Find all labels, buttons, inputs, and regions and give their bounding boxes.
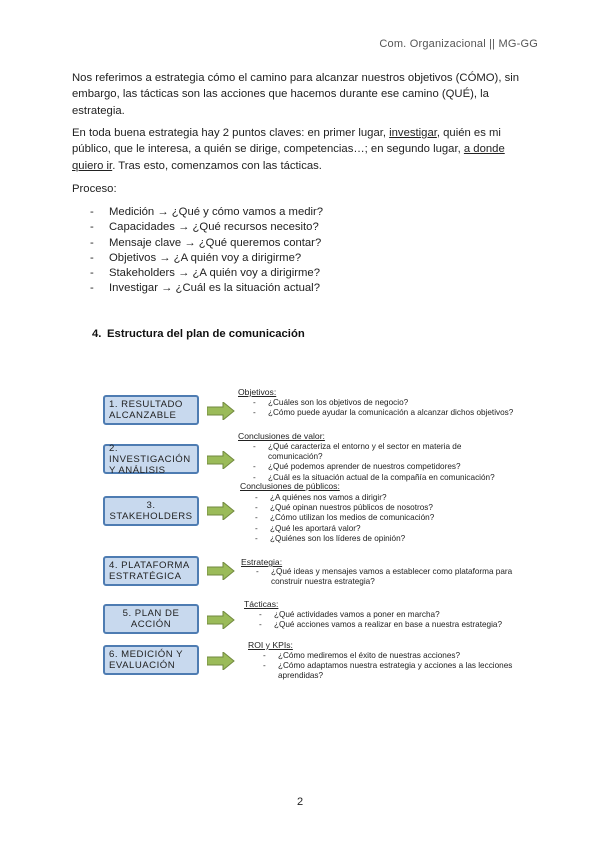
arrow-right-icon [207,562,235,580]
section-label-objetivos: Objetivos: [238,387,277,397]
list-item: - ¿Cuál es la situación actual de la compañía en comunicación? [253,472,495,482]
list-item: - ¿Qué les aportará valor? [255,523,361,533]
arrow-right-icon [207,652,235,670]
underlined-a-donde-quiero-ir: a donde quiero ir [72,143,505,172]
list-item: - ¿Cómo mediremos el éxito de nuestras acciones? [263,651,461,660]
paragraph-text: En toda buena estrategia hay 2 puntos claves: en primer lugar, [72,127,390,139]
paragraph-text: . Tras esto, comenzamos con las tácticas. [112,159,322,172]
list-item: - Mensaje clave → ¿Qué queremos contar? [90,236,322,249]
list-item: - ¿Cómo adaptamos nuestra estrategia y acciones a las lecciones aprendidas? [263,661,513,681]
arrow-right-icon [207,502,235,520]
proceso-label: Proceso: [72,183,117,195]
paragraph-estrategia: Nos referimos a estrategia cómo el camino para alcanzar nuestros objetivos (CÓMO), sin embargo, las tácticas son las acciones que hacemos durante ese camino (QUÉ), la estrategia. [72,72,520,117]
section-list-objetivos [253,398,533,418]
arrow-right-icon [207,402,235,420]
underlined-investigar: investigar [389,127,437,139]
list-item: - Medición → ¿Qué y cómo vamos a medir? [90,206,324,218]
diagram-box-investigacion: 2. INVESTIGACIÓN Y ANÁLISIS [103,444,199,474]
list-item: - ¿Qué acciones vamos a realizar en base a nuestra estrategia? [259,620,503,630]
list-item: - ¿Cómo utilizan los medios de comunicación? [255,513,435,523]
diagram-box-resultado: 1. RESULTADO ALCANZABLE [103,395,199,425]
list-item: - Objetivos → ¿A quién voy a dirigirme? [90,251,302,264]
list-item: - ¿Qué actividades vamos a poner en marcha? [259,610,440,619]
proceso-list [90,205,323,297]
page-number: 2 [296,796,304,808]
list-item: - ¿Cuáles son los objetivos de negocio? [253,398,409,407]
section-label-conclusiones-publicos: Conclusiones de públicos: [240,481,340,491]
section-label-roi-kpis: ROI y KPIs: [248,640,293,650]
section-title: Estructura del plan de comunicación [107,328,305,340]
arrow-right-icon [207,611,235,629]
list-item: - ¿Qué opinan nuestros públicos de nosotros? [255,503,433,513]
list-item: - ¿Qué caracteriza el entorno y el sector en materia de comunicación? [253,442,462,462]
paragraph-text: , quién es mi público, que le interesa, a quién se dirige, competencias…; en segundo lugar, [72,127,501,156]
list-item: - ¿A quiénes nos vamos a dirigir? [255,493,387,502]
list-item: - Capacidades → ¿Qué recursos necesito? [90,221,319,234]
diagram-box-stakeholders: 3. STAKEHOLDERS [103,496,199,526]
page-header: Com. Organizacional || MG-GG [379,38,538,50]
section-list-conclusiones-valor [253,442,503,483]
section-label-estrategia: Estrategia: [241,557,283,567]
section-number: 4. [92,328,102,340]
section-heading [92,328,305,340]
section-label-conclusiones-valor: Conclusiones de valor: [238,431,325,441]
list-item: - Stakeholders → ¿A quién voy a dirigirme? [90,267,320,280]
section-list-tacticas [259,610,529,630]
list-item: - ¿Cómo puede ayudar la comunicación a alcanzar dichos objetivos? [253,408,514,418]
list-item: - Investigar → ¿Cuál es la situación actual? [90,282,320,295]
diagram-box-plataforma: 4. PLATAFORMA ESTRATÉGICA [103,556,199,586]
section-list-roi-kpis [263,651,523,682]
arrow-right-icon [207,451,235,469]
diagram-box-plan-accion: 5. PLAN DE ACCIÓN [103,604,199,634]
paragraph-puntos-claves [72,125,524,174]
section-list-conclusiones-publicos [255,493,495,544]
diagram-box-medicion: 6. MEDICIÓN Y EVALUACIÓN [103,645,199,675]
list-item: - ¿Qué ideas y mensajes vamos a establecer como plataforma para construir nuestra estrategia? [256,567,513,587]
list-item: - ¿Qué podemos aprender de nuestros competidores? [253,462,461,472]
list-item: - ¿Quiénes son los líderes de opinión? [255,533,406,543]
section-label-tacticas: Tácticas: [244,599,279,609]
section-list-estrategia [256,567,524,587]
